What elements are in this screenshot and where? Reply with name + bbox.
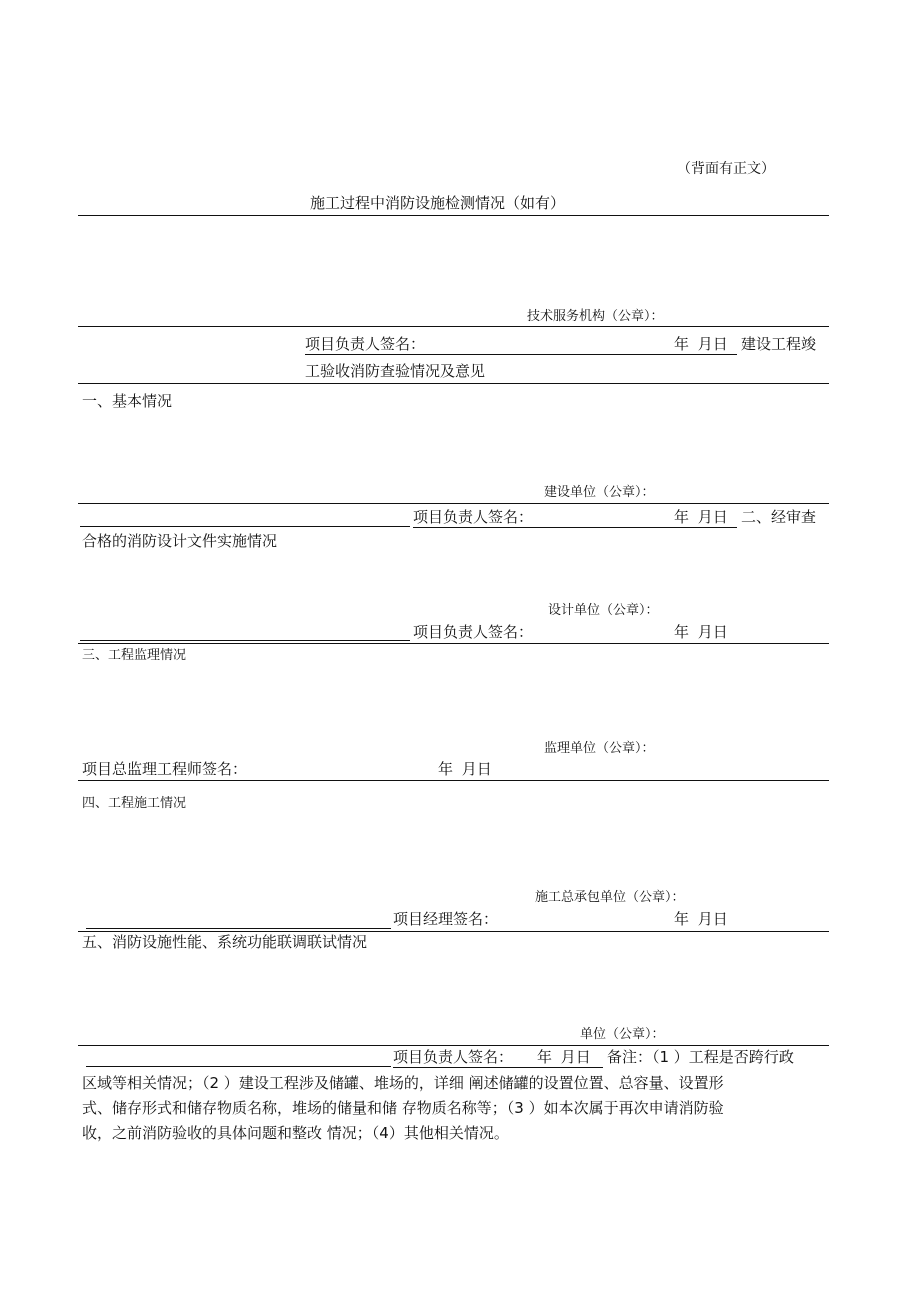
notes-line-1: 备注：（1 ）工程是否跨行政	[607, 1048, 794, 1066]
section3-org-stamp-label: 监理单位（公章）：	[544, 741, 655, 756]
section2-org-stamp-label: 设计单位（公章）：	[548, 603, 659, 618]
section3-date: 年 月日	[438, 760, 492, 778]
section1-org-stamp-label: 建设单位（公章）：	[544, 485, 655, 500]
section5-heading: 五、消防设施性能、系统功能联调联试情况	[82, 933, 368, 951]
section1-signature-line	[413, 527, 737, 528]
acceptance-heading-part2: 工验收消防查验情况及意见	[305, 362, 486, 380]
acceptance-heading-rule	[78, 383, 829, 384]
title-rule	[78, 215, 829, 216]
section5-signature-line	[393, 1067, 603, 1068]
section4-sign-label: 项目经理签名：	[393, 910, 499, 928]
tech-org-stamp-label: 技术服务机构（公章）：	[527, 309, 664, 324]
section4-date: 年 月日	[674, 910, 728, 928]
section5-rule	[78, 1045, 829, 1046]
tech-signature-line	[305, 354, 737, 355]
section1-heading: 一、基本情况	[82, 392, 173, 410]
section2-sign-label: 项目负责人签名：	[413, 623, 534, 641]
notes-line-4: 收，之前消防验收的具体问题和整改 情况；（4）其他相关情况。	[82, 1124, 509, 1142]
section2-rule	[78, 643, 829, 644]
tech-date: 年 月日	[674, 335, 728, 353]
tech-sign-label: 项目负责人签名：	[305, 335, 426, 353]
notes-line-3: 式、储存形式和储存物质名称，堆场的储量和储 存物质名称等；（3 ）如本次属于再次申请消防验	[82, 1099, 724, 1117]
section2-date: 年 月日	[674, 623, 728, 641]
section2-blank-line	[80, 640, 410, 641]
acceptance-heading-part1: 建设工程竣	[741, 335, 817, 353]
section4-rule	[78, 931, 829, 932]
section5-blank-line	[86, 1066, 391, 1067]
section1-sign-label: 项目负责人签名：	[413, 508, 534, 526]
tech-section-rule	[78, 326, 829, 327]
section3-sign-label: 项目总监理工程师签名：	[82, 760, 248, 778]
section3-heading: 三、工程监理情况	[82, 648, 187, 663]
header-note: （背面有正文）	[677, 161, 775, 177]
section4-heading: 四、工程施工情况	[82, 796, 187, 811]
section2-heading-part2: 合格的消防设计文件实施情况	[82, 532, 278, 550]
section4-org-stamp-label: 施工总承包单位（公章）：	[535, 890, 685, 905]
section3-rule	[78, 780, 829, 781]
section5-sign-label: 项目负责人签名：	[393, 1048, 514, 1066]
notes-line-2: 区域等相关情况；（2 ）建设工程涉及储罐、堆场的，详细 阐述储罐的设置位置、总容量、设置形	[82, 1074, 724, 1092]
section5-date: 年 月日	[537, 1048, 591, 1066]
page-title: 施工过程中消防设施检测情况（如有）	[310, 194, 566, 212]
section1-rule	[78, 503, 829, 504]
section2-heading-part1: 二、经审查	[741, 508, 817, 526]
section1-blank-line	[80, 526, 410, 527]
section1-date: 年 月日	[674, 508, 728, 526]
section5-org-stamp-label: 单位（公章）：	[580, 1027, 665, 1042]
section4-blank-line	[86, 928, 391, 929]
